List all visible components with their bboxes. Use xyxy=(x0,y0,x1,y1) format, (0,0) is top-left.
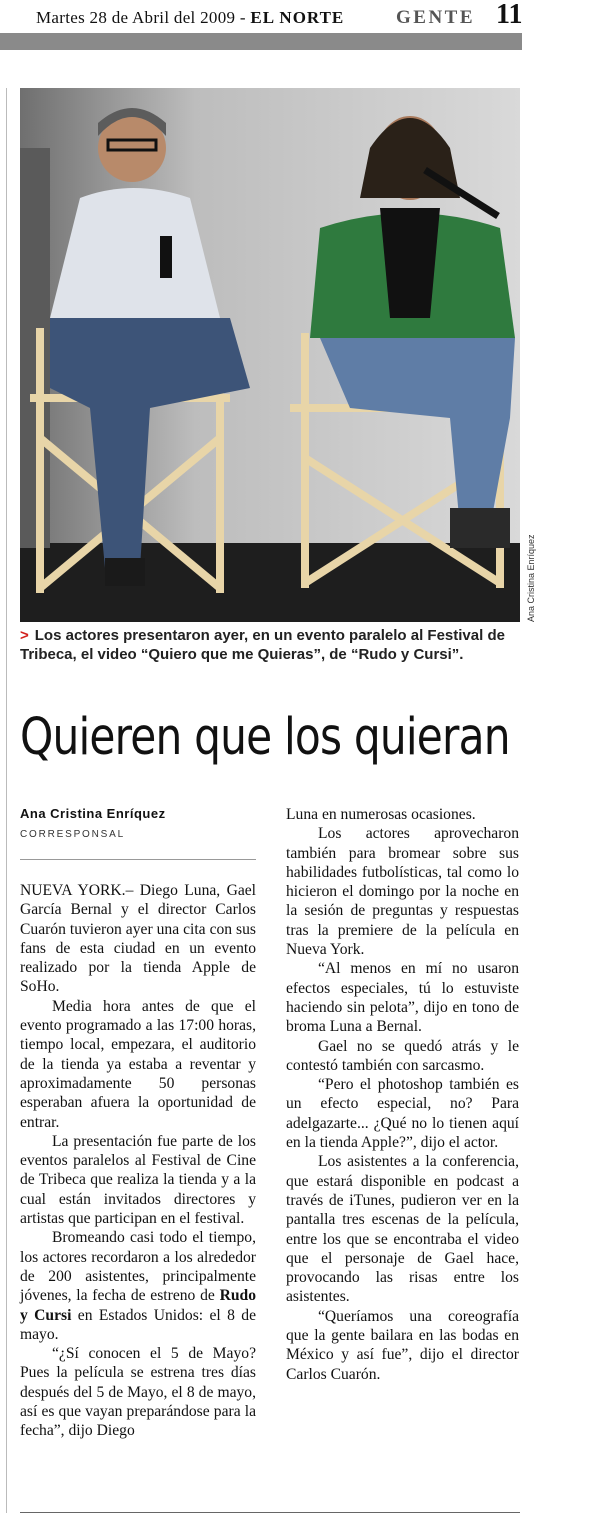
paragraph: “Queríamos una coreografía que la gente bailara en las bodas en México y así fue”, dijo el director Carlos Cuarón. xyxy=(286,1307,519,1383)
headline: Quieren que los quieran xyxy=(20,708,510,767)
article-column-2 xyxy=(286,805,519,1384)
newspaper-name: EL NORTE xyxy=(250,8,345,27)
header-separator: - xyxy=(239,8,246,27)
paragraph: Los actores aprovecharon también para bromear sobre sus habilidades futbolísticas, tal como lo hicieron el domingo por la noche en la sesión de preguntas y respuestas tras la premiere de la película en Nueva York. xyxy=(286,825,519,959)
paragraph-text: Bromeando casi todo el tiempo, los actores recordaron a los alrededor de 200 asistentes, principalmente jóvenes, la fecha de estreno de xyxy=(20,1229,256,1305)
paragraph: Luna en numerosas ocasiones. xyxy=(286,806,476,823)
header-date: Martes 28 de Abril del 2009 xyxy=(36,8,236,27)
caption-marker-icon: > xyxy=(20,627,29,644)
byline-author: Ana Cristina Enríquez xyxy=(20,806,166,821)
article-column-1 xyxy=(20,881,256,1441)
paragraph: “Pero el photoshop también es un efecto especial, no? Para adelgazarte... ¿Qué no lo tienen aquí en la tienda Apple?”, dijo el actor. xyxy=(286,1076,519,1152)
left-margin-rule xyxy=(6,88,7,1513)
caption-text: Los actores presentaron ayer, en un evento paralelo al Festival de Tribeca, el video “Quiero que me Quieras”, de “Rudo y Cursi”. xyxy=(20,627,505,663)
paragraph xyxy=(20,1228,256,1344)
paragraph-text: en Estados Unidos: el 8 de mayo. xyxy=(20,1306,256,1343)
paragraph: “Al menos en mí no usaron efectos especiales, tú lo estuviste haciendo sin pelota”, dijo en tono de broma Luna a Bernal. xyxy=(286,960,519,1036)
photo-credit: Ana Cristina Enríquez xyxy=(526,534,536,622)
section-name: GENTE xyxy=(396,7,476,28)
article-photo xyxy=(20,88,520,622)
paragraph: Los asistentes a la conferencia, que estará disponible en podcast a través de iTunes, pudieron ver en la pantalla tres escenas de la película, entre los que se encontraba el video que el personaje de Gael hace, provocando las risas entre los asistentes. xyxy=(286,1153,519,1306)
bottom-rule xyxy=(20,1512,520,1513)
film-title: Rudo y Cursi xyxy=(20,1287,256,1324)
byline-rule xyxy=(20,859,256,860)
photo-illustration xyxy=(20,88,520,622)
byline-role: CORRESPONSAL xyxy=(20,829,125,840)
paragraph: “¿Sí conocen el 5 de Mayo? Pues la película se estrena tres días después del 5 de Mayo, el 8 de mayo, así es que vayan preparándose para la fecha”, dijo Diego xyxy=(20,1345,256,1440)
paragraph: La presentación fue parte de los eventos paralelos al Festival de Cine de Tribeca que realiza la tienda y a la cual están invitados directores y artistas que participan en el festival. xyxy=(20,1132,256,1228)
photo-caption xyxy=(20,626,530,664)
header-bar xyxy=(0,33,522,50)
page-number: 11 xyxy=(496,0,523,30)
paragraph: Media hora antes de que el evento programado a las 17:00 horas, tiempo local, empezara, el auditorio de la tienda ya estaba a reventar y aproximadamente 50 personas esperaban afuera la oportunidad de entrar. xyxy=(20,997,256,1131)
header-date-line xyxy=(36,6,344,30)
paragraph: NUEVA YORK.– Diego Luna, Gael García Bernal y el director Carlos Cuarón tuvieron ayer una cita con sus fans de esta ciudad en un evento realizado por la tienda Apple de SoHo. xyxy=(20,882,256,996)
paragraph: Gael no se quedó atrás y le contestó también con sarcasmo. xyxy=(286,1037,519,1074)
